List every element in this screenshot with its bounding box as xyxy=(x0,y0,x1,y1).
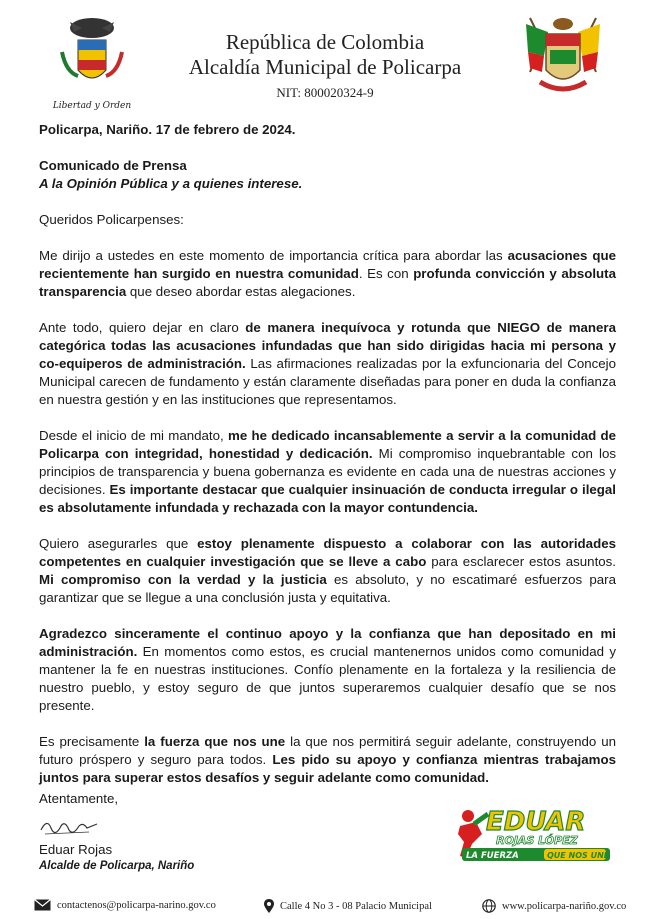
handwritten-signature xyxy=(39,812,99,842)
motto-text: Libertad y Orden xyxy=(52,101,132,111)
letter-body xyxy=(39,121,616,805)
greeting: Queridos Policarpenses: xyxy=(39,212,184,227)
emphasized-text: Es importante destacar que cualquier insinuación de conducta irregular o ilegal es absolutamente infundada y rechazada con la mayor contundencia. xyxy=(39,482,617,515)
street-address: Calle 4 No 3 - 08 Palacio Municipal xyxy=(280,900,432,912)
emphasized-text: de manera inequívoca y rotunda que NIEGO de manera categórica todas las acusaciones infundadas que han sido dirigidas hacia mi persona y co-equiperos de administración. xyxy=(39,320,617,371)
footer-website xyxy=(482,899,626,913)
location-pin-icon xyxy=(264,899,274,913)
campaign-name-first: EDUAR xyxy=(486,807,586,837)
footer-email xyxy=(34,899,216,911)
body-text: la que nos permitirá seguir adelante, construyendo un futuro próspero y seguro para todos. xyxy=(39,734,616,767)
closing: Atentamente, xyxy=(39,791,119,806)
body-text: es absoluto, y no escatimaré esfuerzos para garantizar que se llegue a una conclusión justa y equitativa. xyxy=(39,572,616,605)
globe-icon xyxy=(482,899,496,913)
website-url[interactable]: www.policarpa-nariño.gov.co xyxy=(502,900,627,912)
colombia-coat-of-arms xyxy=(52,12,132,112)
body-text: Ante todo, quiero dejar en claro xyxy=(39,320,246,335)
paragraph-6 xyxy=(39,733,616,787)
body-text: Desde el inicio de mi mandato, xyxy=(39,428,228,443)
footer xyxy=(0,893,650,919)
emphasized-text: la fuerza que nos une xyxy=(144,734,286,749)
body-text: En momentos como estos, es crucial mantenernos unidos como comunidad y mantener la fe en nuestras instituciones. Confío plenamente en la fortaleza y la resiliencia de nuestro pueblo, y estoy seguro de que juntos superaremos cualquier desafío que se nos presente. xyxy=(39,644,616,713)
municipality-name: Alcaldía Municipal de Policarpa xyxy=(188,55,462,79)
emphasized-text: Agradezco sinceramente el continuo apoyo y la confianza que han depositado en mi administración. xyxy=(39,626,616,659)
slogan-part-b: QUE NOS UNE xyxy=(547,851,610,860)
campaign-logo xyxy=(452,800,612,864)
paragraph-1 xyxy=(39,247,616,301)
body-text: Las afirmaciones realizadas por la exfuncionaria del Concejo Municipal carecen de fundamento y están claramente diseñadas para poner en duda la confianza en nuestra gestión y en las instituciones que representamos. xyxy=(39,356,616,407)
body-text: Me dirijo a ustedes en este momento de importancia crítica para abordar las xyxy=(39,248,508,263)
signer-name: Eduar Rojas xyxy=(39,842,113,857)
body-text: para esclarecer estos asuntos. xyxy=(426,554,616,569)
campaign-name-last: ROJAS LÓPEZ xyxy=(496,834,578,847)
emphasized-text: me he dedicado incansablemente a servir a la comunidad de Policarpa con integridad, honestidad y dedicación. xyxy=(39,428,617,461)
date-line: Policarpa, Nariño. 17 de febrero de 2024. xyxy=(39,122,296,137)
body-text: que deseo abordar estas alegaciones. xyxy=(126,284,356,299)
footer-address xyxy=(264,899,432,913)
emphasized-text: Les pido su apoyo y confianza mientras trabajamos juntos para superar estos desafíos y seguir adelante como comunidad. xyxy=(39,752,616,785)
letterhead xyxy=(0,0,650,118)
emphasized-text: estoy plenamente dispuesto a colaborar con las autoridades competentes en cualquier investigación que se lleve a cabo xyxy=(39,536,616,569)
signer-title: Alcalde de Policarpa, Nariño xyxy=(39,860,195,872)
emphasized-text: Mi compromiso con la verdad y la justicia xyxy=(39,572,327,587)
policarpa-coat-of-arms xyxy=(522,12,604,104)
press-release-title: Comunicado de Prensa xyxy=(39,158,187,173)
paragraph-5 xyxy=(39,625,616,715)
paragraph-2 xyxy=(39,319,616,409)
slogan-part-a: LA FUERZA xyxy=(466,851,519,861)
body-text: Quiero asegurarles que xyxy=(39,536,198,551)
emphasized-text: acusaciones que recientemente han surgido en nuestra comunidad xyxy=(39,248,616,281)
paragraph-4 xyxy=(39,535,616,607)
email-address[interactable]: contactenos@policarpa-narino.gov.co xyxy=(57,899,216,911)
institution-title xyxy=(150,30,500,103)
body-text: . Es con xyxy=(358,266,414,281)
press-release-addressee: A la Opinión Pública y a quienes interese. xyxy=(39,176,303,191)
republic-name: República de Colombia xyxy=(225,30,425,54)
body-text: Es precisamente xyxy=(39,734,145,749)
mail-icon xyxy=(34,899,51,911)
emphasized-text: profunda convicción y absoluta transparencia xyxy=(39,266,617,299)
nit-number: NIT: 800020324-9 xyxy=(276,85,374,100)
body-text: Mi compromiso inquebrantable con los principios de transparencia y buena gobernanza es evidente en cada una de nuestras acciones y decisiones. xyxy=(39,446,616,497)
paragraph-3 xyxy=(39,427,616,517)
